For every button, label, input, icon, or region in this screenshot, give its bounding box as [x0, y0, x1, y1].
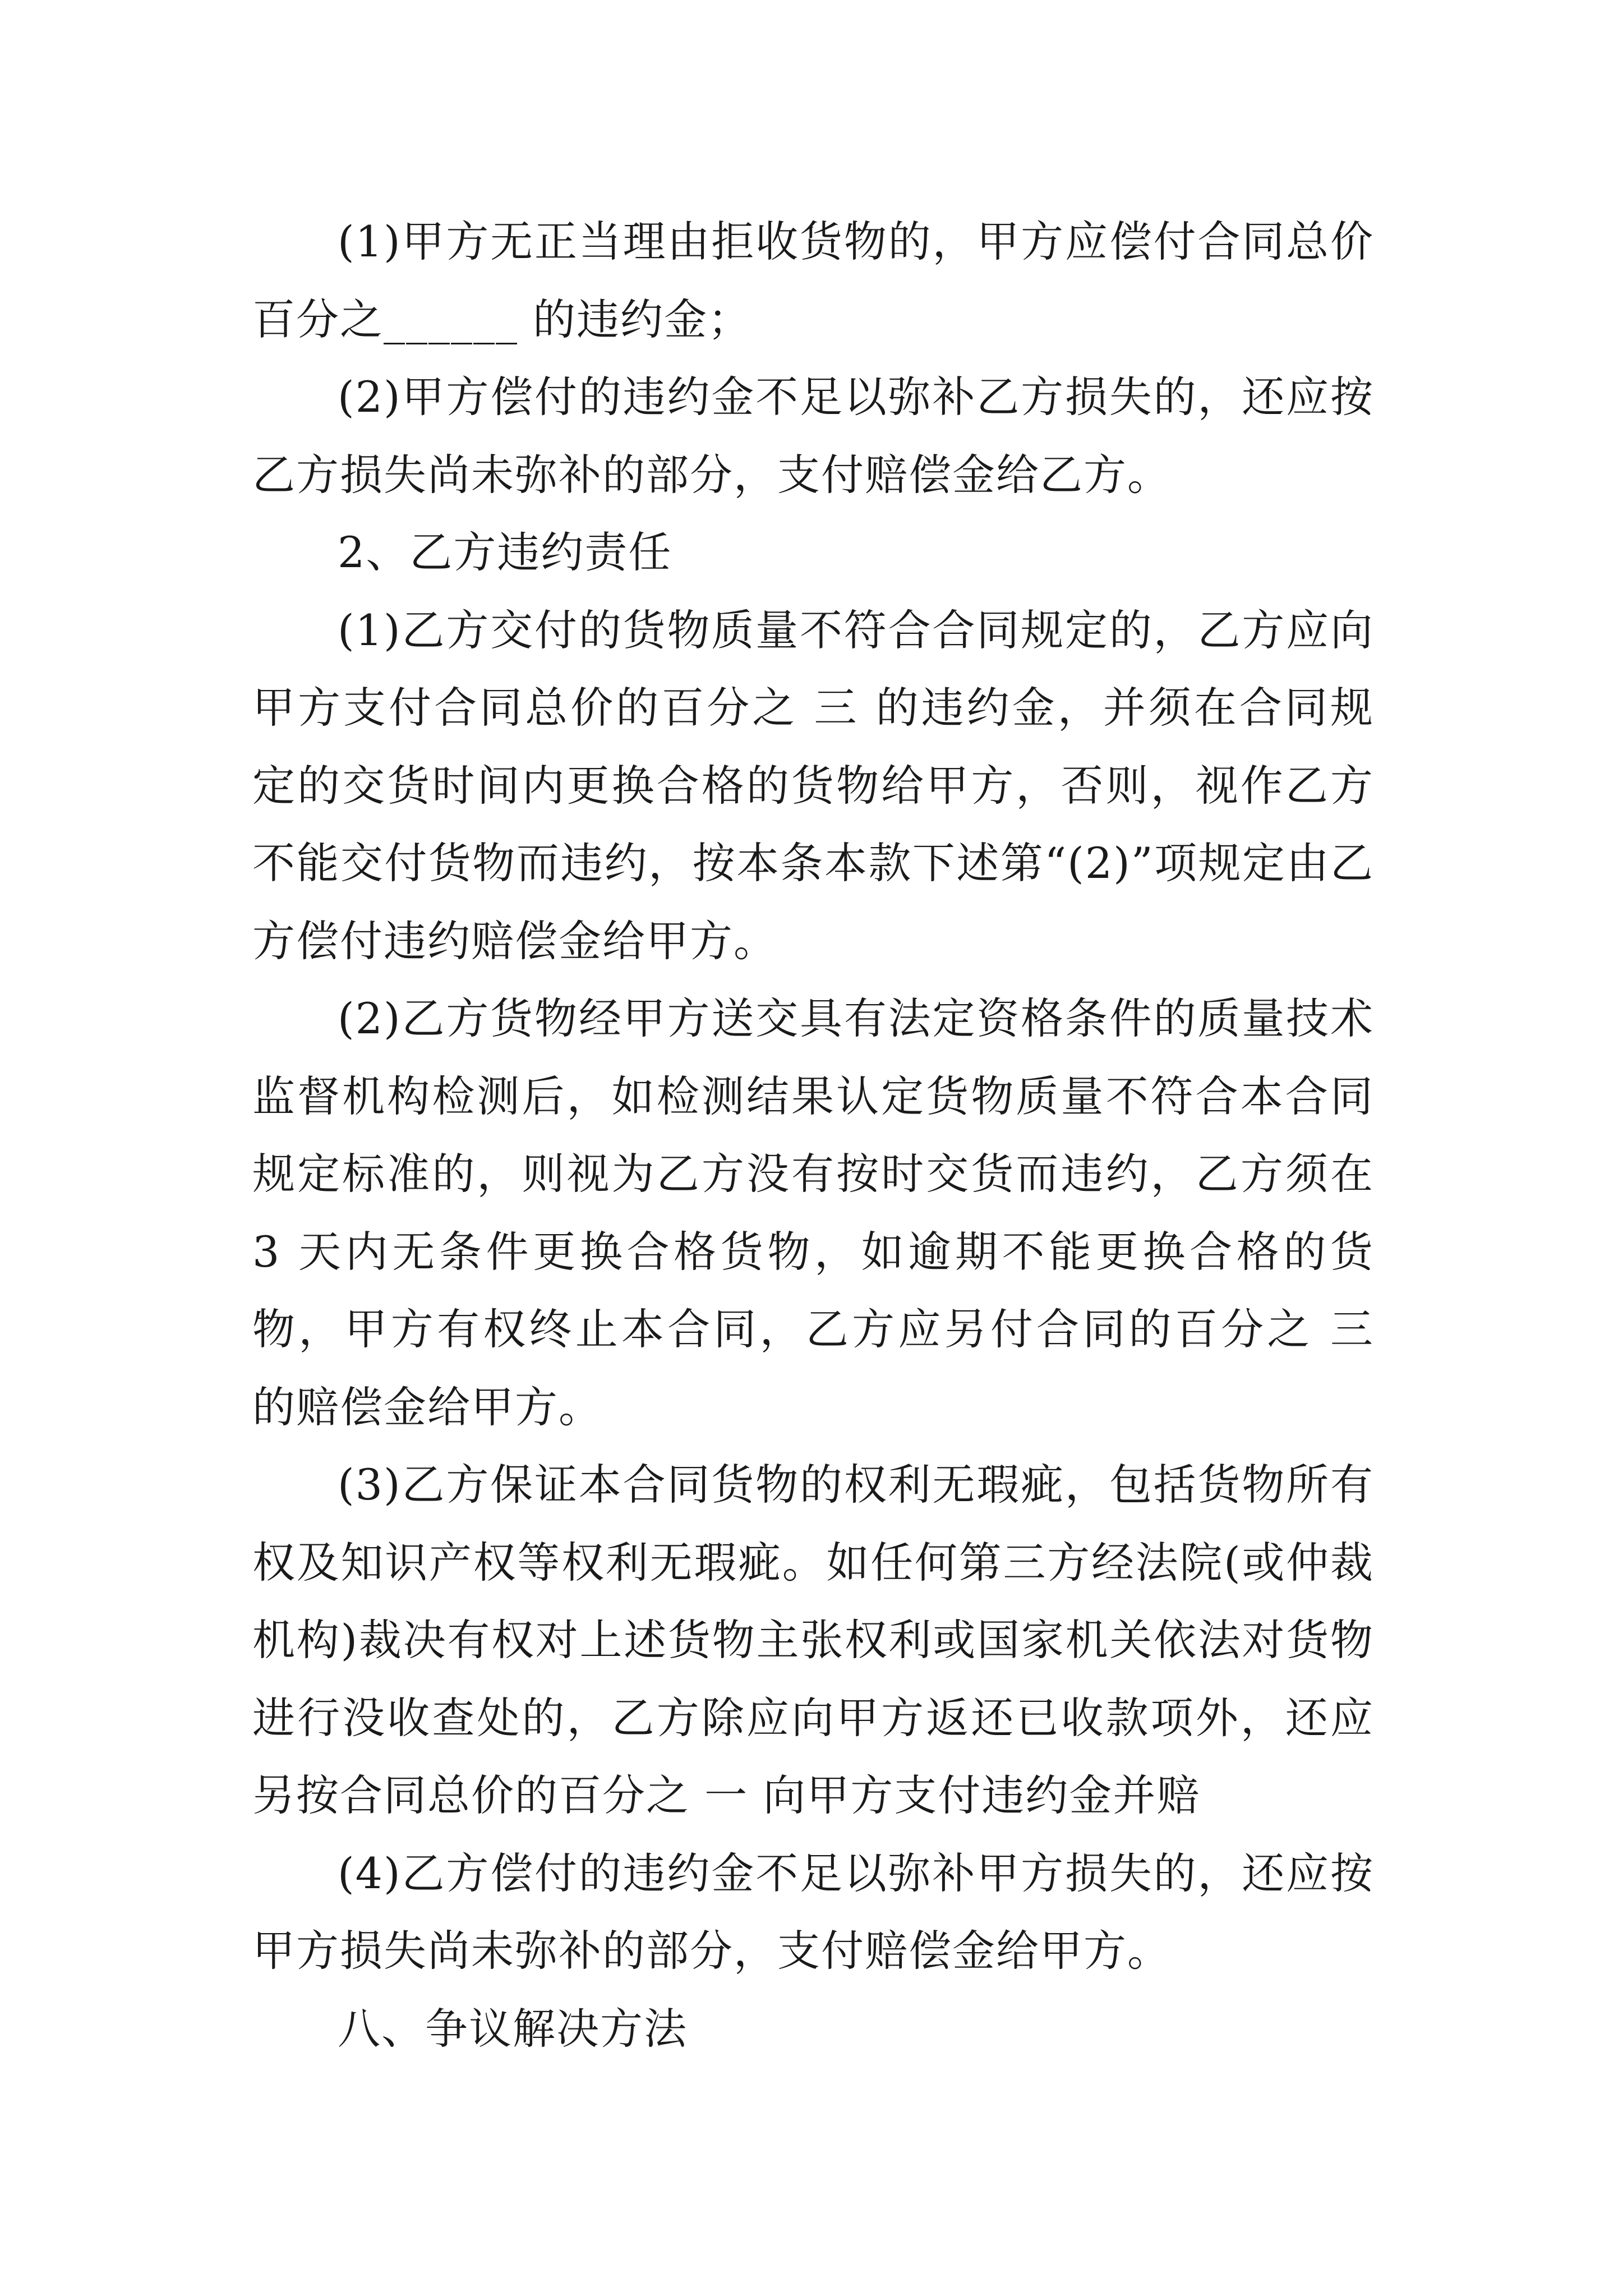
document-body [252, 203, 1374, 2068]
clause-paragraph: (1)甲方无正当理由拒收货物的，甲方应偿付合同总价百分之______ 的违约金； [252, 217, 1374, 344]
section-heading: 2、乙方违约责任 [338, 527, 672, 577]
clause-paragraph: (3)乙方保证本合同货物的权利无瑕疵，包括货物所有权及知识产权等权利无瑕疵。如任何第三方经法院(或仲裁机构)裁决有权对上述货物主张权利或国家机关依法对货物进行没收查处的，乙方除应向甲方返还已收款项外，还应另按合同总价的百分之 一 向甲方支付违约金并赔 [252, 1460, 1374, 1820]
clause-paragraph: (2)甲方偿付的违约金不足以弥补乙方损失的，还应按乙方损失尚未弥补的部分，支付赔偿金给乙方。 [252, 372, 1374, 500]
clause-paragraph: (2)乙方货物经甲方送交具有法定资格条件的质量技术监督机构检测后，如检测结果认定货物质量不符合本合同规定标准的，则视为乙方没有按时交货而违约，乙方须在 3 天内无条件更换合格货物，如逾期不能更换合格的货物，甲方有权终止本合同，乙方应另付合同的百分之 三 的赔偿金给甲方。 [252, 993, 1374, 1432]
clause-paragraph: (1)乙方交付的货物质量不符合合同规定的，乙方应向甲方支付合同总价的百分之 三 的违约金，并须在合同规定的交货时间内更换合格的货物给甲方，否则，视作乙方不能交付货物而违约，按本条本款下述第“(2)”项规定由乙方偿付违约赔偿金给甲方。 [252, 605, 1374, 966]
section-heading: 八、争议解决方法 [338, 2003, 688, 2054]
clause-paragraph: (4)乙方偿付的违约金不足以弥补甲方损失的，还应按甲方损失尚未弥补的部分，支付赔偿金给甲方。 [252, 1848, 1374, 1976]
